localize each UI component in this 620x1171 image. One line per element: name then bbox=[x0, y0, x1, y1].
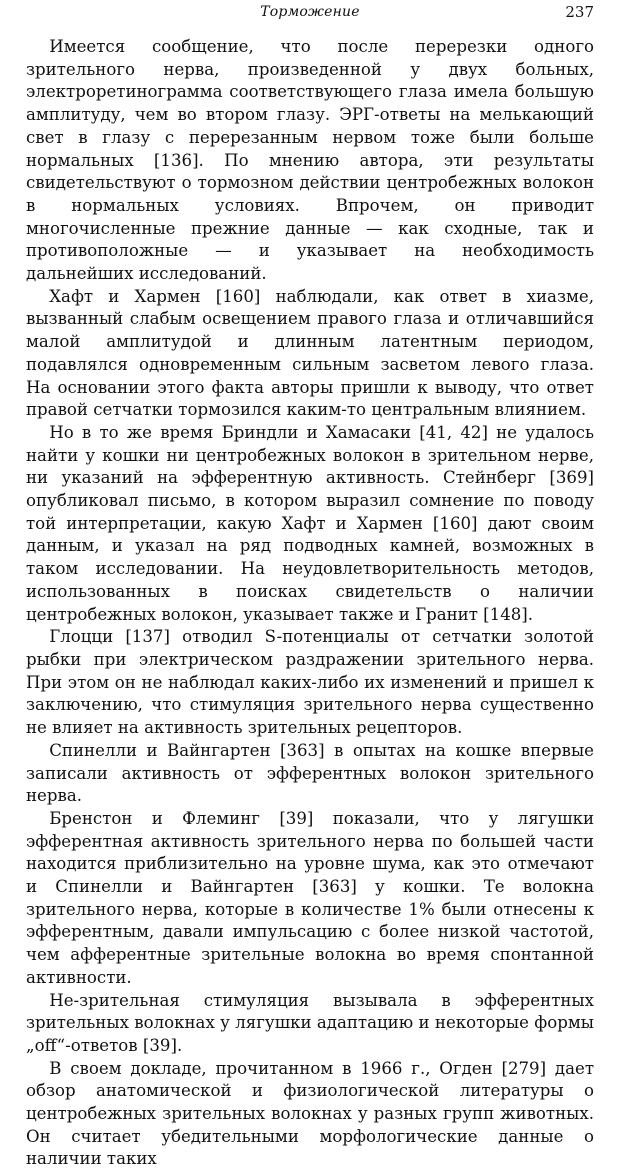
paragraph-1: Имеется сообщение, что после перерезки одного зрительного нерва, произведенной у двух больных, электроретинограмма соответствующего глаза имела большую амплитуду, чем во втором глазу. ЭРГ-ответы на мелькающий свет в глазу с перерезанным нервом тоже были больше нормальных [136]. По мнению автора, эти результаты свидетельствуют о тормозном действии центробежных волокон в нормальных условиях. Впрочем, он приводит многочисленные прежние данные — как сходные, так и противоположные — и указывает на необходимость дальнейших исследований. bbox=[26, 37, 594, 284]
paragraph-4: Глоцци [137] отводил S-потенциалы от сетчатки золотой рыбки при электрическом раздражении зрительного нерва. При этом он не наблюдал каких-либо их изменений и пришел к заключению, что стимуляция зрительного нерва существенно не влияет на активность зрительных рецепторов. bbox=[26, 627, 594, 738]
chapter-title: Торможение bbox=[260, 4, 360, 20]
paragraph-3: Но в то же время Бриндли и Хамасаки [41, 42] не удалось найти у кошки ни центробежных волокон в зрительном нерве, ни указаний на эфферентную активность. Стейнберг [369] опубликовал письмо, в котором выразил сомнение по поводу той интерпретации, какую Хафт и Хармен [160] дают своим данным, и указал на ряд подводных камней, возможных в таком исследовании. На неудовлетворительность методов, использованных в поисках свидетельств о наличии центробежных волокон, указывает также и Гранит [148]. bbox=[26, 422, 594, 624]
running-head bbox=[26, 0, 594, 30]
paragraph-5: Спинелли и Вайнгартен [363] в опытах на кошке впервые записали активность от эфферентных волокон зрительного нерва. bbox=[26, 740, 594, 806]
page-number: 237 bbox=[565, 3, 594, 21]
paragraph-2: Хафт и Хармен [160] наблюдали, как ответ в хиазме, вызванный слабым освещением правого глаза и отличавшийся малой амплитудой и длинным латентным периодом, подавлялся одновременным сильным засветом левого глаза. На основании этого факта авторы пришли к выводу, что ответ правой сетчатки тормозился каким-то центральным влиянием. bbox=[26, 286, 594, 420]
paragraph-7: Не-зрительная стимуляция вызывала в эфферентных зрительных волокнах у лягушки адаптацию и некоторые формы „off“-ответов [39]. bbox=[26, 990, 594, 1055]
body-text bbox=[26, 36, 594, 1171]
paragraph-6: Бренстон и Флеминг [39] показали, что у лягушки эфферентная активность зрительного нерва по большей части находится приблизительно на уровне шума, как это отмечают и Спинелли и Вайнгартен [363] у кошки. Те волокна зрительного нерва, которые в количестве 1% были отнесены к эфферентным, давали импульсацию с более низкой частотой, чем афферентные зрительные волокна во время спонтанной активности. bbox=[26, 808, 594, 987]
paragraph-8: В своем докладе, прочитанном в 1966 г., Огден [279] дает обзор анатомической и физиологической литературы о центробежных зрительных волокнах у разных групп животных. Он считает убедительными морфологические данные о наличии таких bbox=[26, 1058, 594, 1169]
book-page bbox=[26, 0, 594, 1169]
